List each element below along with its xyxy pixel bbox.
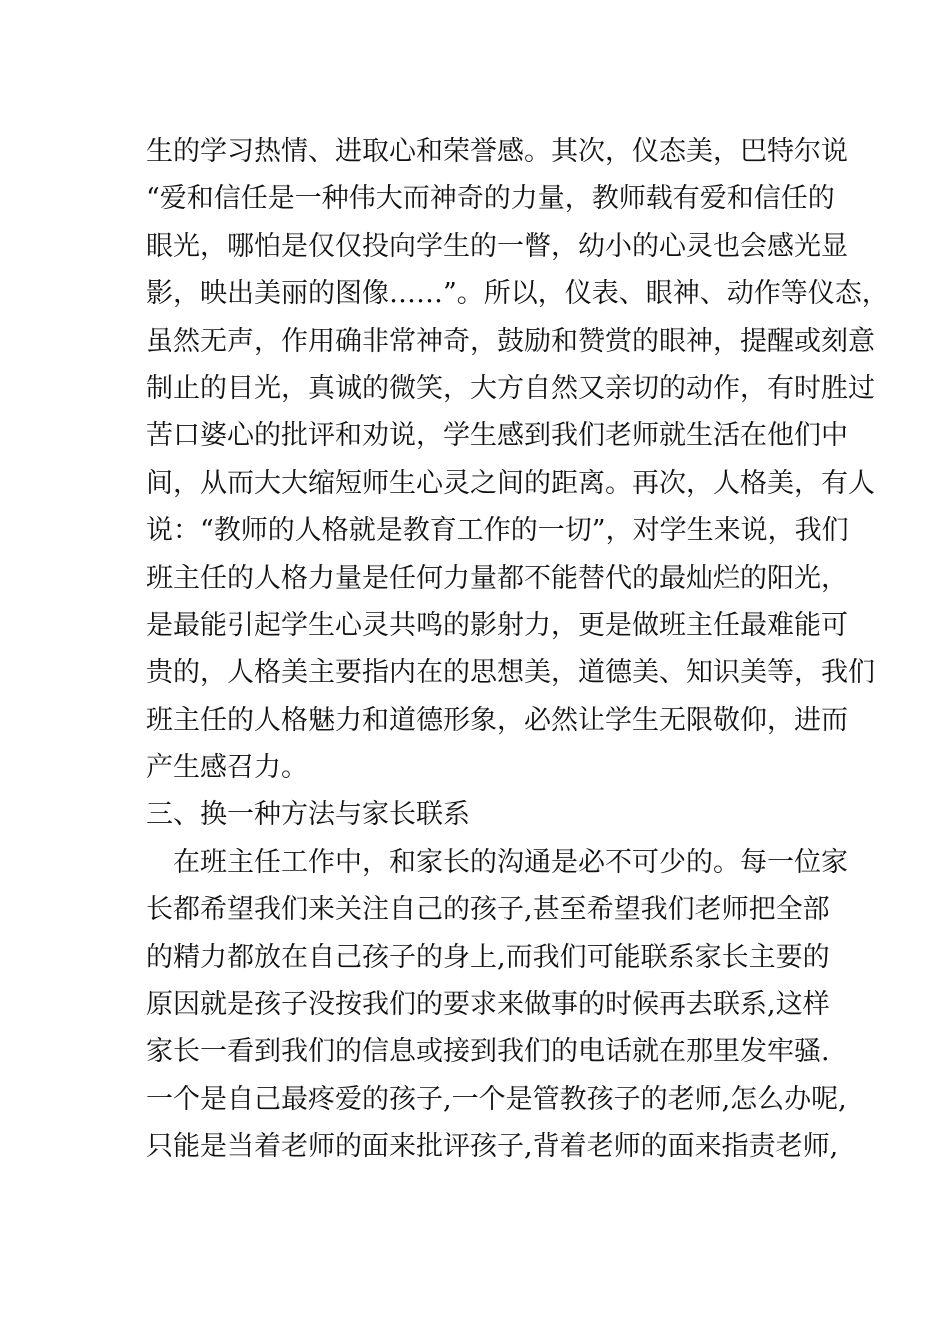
paragraph-parent-contact xyxy=(146,839,848,1171)
text-line: 只能是当着老师的面来批评孩子,背着老师的面来指责老师, xyxy=(146,1131,839,1163)
section-heading: 三、换一种方法与家长联系 xyxy=(146,799,470,831)
text-line: 在班主任工作中，和家长的沟通是必不可少的。每一位家 xyxy=(173,846,848,878)
text-line: 影，映出美丽的图像……”。所以，仪表、眼神、动作等仪态， xyxy=(146,278,889,310)
text-line: “爱和信任是一种伟大而神奇的力量，教师载有爱和信任的 xyxy=(146,183,835,215)
text-line: 生的学习热情、进取心和荣誉感。其次，仪态美，巴特尔说 xyxy=(146,136,848,167)
text-line: 的精力都放在自己孩子的身上,而我们可能联系家长主要的 xyxy=(146,941,830,973)
text-line: 贵的，人格美主要指内在的思想美，道德美、知识美等，我们 xyxy=(146,657,875,689)
text-line: 产生感召力。 xyxy=(146,752,308,784)
text-line: 是最能引起学生心灵共鸣的影射力，更是做班主任最难能可 xyxy=(146,609,848,641)
text-line: 制止的目光，真诚的微笑，大方自然又亲切的动作，有时胜过 xyxy=(146,372,875,404)
text-line: 说：“教师的人格就是教育工作的一切”，对学生来说，我们 xyxy=(146,515,849,547)
document-body xyxy=(146,128,889,1171)
text-line: 间，从而大大缩短师生心灵之间的距离。再次，人格美，有人 xyxy=(146,467,875,499)
text-line: 班主任的人格魅力和道德形象，必然让学生无限敬仰，进而 xyxy=(146,704,848,736)
text-line: 苦口婆心的批评和劝说，学生感到我们老师就生活在他们中 xyxy=(146,420,848,452)
text-line: 原因就是孩子没按我们的要求来做事的时候再去联系,这样 xyxy=(146,989,830,1021)
paragraph-personal-charm xyxy=(146,128,889,791)
text-line: 虽然无声，作用确非常神奇，鼓励和赞赏的眼神，提醒或刻意 xyxy=(146,325,875,357)
text-line: 班主任的人格力量是任何力量都不能替代的最灿烂的阳光， xyxy=(146,562,848,594)
text-line: 家长一看到我们的信息或接到我们的电话就在那里发牢骚. xyxy=(146,1036,830,1068)
text-line: 长都希望我们来关注自己的孩子,甚至希望我们老师把全部 xyxy=(146,894,830,926)
text-line: 一个是自己最疼爱的孩子,一个是管教孩子的老师,怎么办呢, xyxy=(146,1083,847,1115)
text-line: 眼光，哪怕是仅仅投向学生的一瞥，幼小的心灵也会感光显 xyxy=(146,230,848,262)
